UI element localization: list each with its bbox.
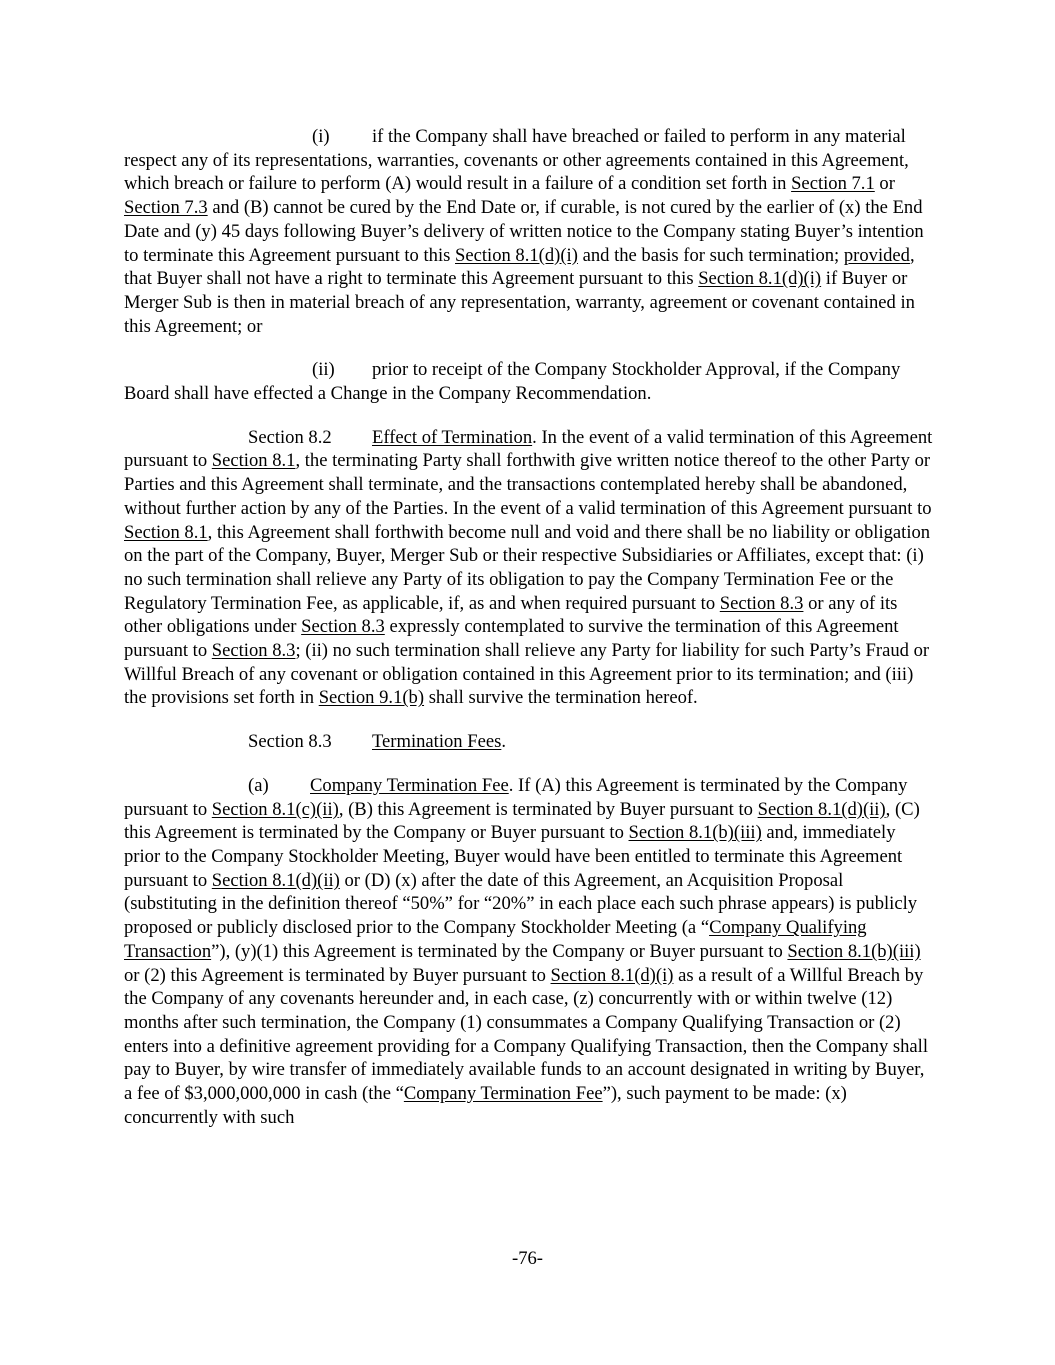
clause-heading: Company Termination Fee: [310, 774, 509, 796]
section-8-2: [124, 426, 934, 710]
body-text: ; (ii) no such termination shall relieve any Party for liability for such Party’s Fraud or Willful Breach of any covenant or obligation contained in this Agreement prior to its termination; and (iii) the provisions set forth in: [124, 640, 930, 709]
cross-reference: Section 8.3: [719, 592, 804, 614]
body-text: if the Company shall have breached or failed to perform in any material respect any of its representations, warranties, covenants or other agreements contained in this Agreement, which breach or failure to perform (A) would result in a failure of a condition set forth in: [124, 126, 909, 195]
body-text: shall survive the termination hereof.: [424, 687, 698, 709]
document-page: [124, 125, 934, 1129]
body-text: ”), (y)(1) this Agreement is terminated by the Company or Buyer pursuant to: [211, 940, 788, 962]
body-text: if Buyer or Merger Sub is then in material breach of any representation, warranty, agreement or covenant contained in this Agreement; or: [124, 268, 915, 337]
body-text: .: [501, 731, 506, 753]
defined-term: Company Termination Fee: [403, 1083, 603, 1105]
clause-label: (ii): [312, 359, 335, 381]
body-text: or (D) (x) after the date of this Agreement, an Acquisition Proposal (substituting in the definition thereof “50%” for “20%” in each place each such phrase appears) is publicly proposed or publicly disclosed prior to the Company Stockholder Meeting (a “: [124, 869, 918, 939]
body-text: and, immediately prior to the Company Stockholder Meeting, Buyer would have been entitled to terminate this Agreement pursuant to: [124, 822, 903, 891]
body-text: expressly contemplated to survive the termination of this Agreement pursuant to: [124, 616, 899, 662]
body-text: or any of its other obligations under: [124, 592, 898, 638]
section-heading: Termination Fees: [372, 731, 502, 753]
body-text: as a result of a Willful Breach by the Company of any covenants hereunder and, in each case, (z) concurrently with or within twelve (12) months after such termination, the Company (1) consummates a Company Qualifying Transaction or (2) enters into a definitive agreement providing for a Company Qualifying Transaction, then the Company shall pay to Buyer, by wire transfer of immediately available funds to an account designated in writing by Buyer, a fee of $3,000,000,000 in cash (the “: [124, 964, 929, 1105]
body-text: , the terminating Party shall forthwith give written notice thereof to the other Party or Parties and this Agreement shall terminate, and the transactions contemplated hereby shall be abandoned, without further action by any of the Parties. In the event of a valid termination of this Agreement pursuant to: [124, 450, 932, 519]
body-text: , (C) this Agreement is terminated by the Company or Buyer pursuant to: [124, 798, 920, 844]
body-text: , that Buyer shall not have a right to terminate this Agreement pursuant to this: [124, 244, 915, 290]
section-number: Section 8.2: [248, 426, 332, 448]
page-number: -76-: [512, 1248, 543, 1269]
cross-reference: Section 8.1(d)(ii): [757, 798, 886, 820]
cross-reference: Section 8.1(b)(iii): [787, 940, 921, 962]
cross-reference: Section 8.1(c)(ii): [211, 798, 339, 820]
body-text: or (2) this Agreement is terminated by Buyer pursuant to: [124, 964, 551, 986]
paragraph-8-1-d-ii: [124, 358, 934, 405]
cross-reference: Section 8.1(d)(ii): [211, 869, 340, 891]
body-text: . If (A) this Agreement is terminated by the Company pursuant to: [124, 774, 908, 820]
body-text: and (B) cannot be cured by the End Date or, if curable, is not cured by the earlier of (x) the End Date and (y) 45 days following Buyer’s delivery of written notice to the Company stating Buyer’s intention to terminate this Agreement pursuant to this: [124, 197, 924, 266]
cross-reference: Section 8.3: [211, 640, 296, 662]
body-text: , this Agreement shall forthwith become null and void and there shall be no liability or obligation on the part of the Company, Buyer, Merger Sub or their respective Subsidiaries or Affiliates, except that: (i) no such termination shall relieve any Party of its obligation to pay the Company Termination Fee or the Regulatory Termination Fee, as applicable, if, as and when required pursuant to: [124, 521, 931, 614]
clause-label: (i): [312, 126, 330, 147]
cross-reference: Section 8.1: [211, 450, 296, 472]
cross-reference: Section 7.3: [124, 197, 208, 219]
cross-reference: Section 8.1(d)(i): [698, 268, 822, 290]
body-text: prior to receipt of the Company Stockholder Approval, if the Company Board shall have effected a Change in the Company Recommendation.: [124, 359, 901, 405]
body-text: ”), such payment to be made: (x) concurrently with such: [124, 1083, 847, 1128]
section-8-3: [124, 730, 934, 754]
cross-reference: Section 7.1: [791, 173, 875, 195]
body-text: or: [874, 173, 895, 195]
cross-reference: Section 8.3: [301, 616, 385, 638]
cross-reference: Section 8.1: [124, 521, 208, 543]
section-8-3-a: [124, 774, 934, 1130]
clause-label: (a): [248, 774, 269, 796]
body-text: , (B) this Agreement is terminated by Buyer pursuant to: [338, 798, 758, 820]
defined-term: provided: [843, 244, 910, 266]
cross-reference: Section 9.1(b): [318, 687, 425, 709]
defined-term: Company Qualifying Transaction: [124, 917, 867, 962]
body-text: and the basis for such termination;: [577, 244, 844, 266]
cross-reference: Section 8.1(d)(i): [550, 964, 674, 986]
body-text: . In the event of a valid termination of this Agreement pursuant to: [124, 426, 933, 472]
paragraph-8-1-d-i: [124, 125, 934, 338]
section-number: Section 8.3: [248, 731, 332, 753]
cross-reference: Section 8.1(b)(iii): [628, 822, 762, 844]
section-heading: Effect of Termination: [372, 426, 533, 448]
cross-reference: Section 8.1(d)(i): [455, 244, 578, 266]
